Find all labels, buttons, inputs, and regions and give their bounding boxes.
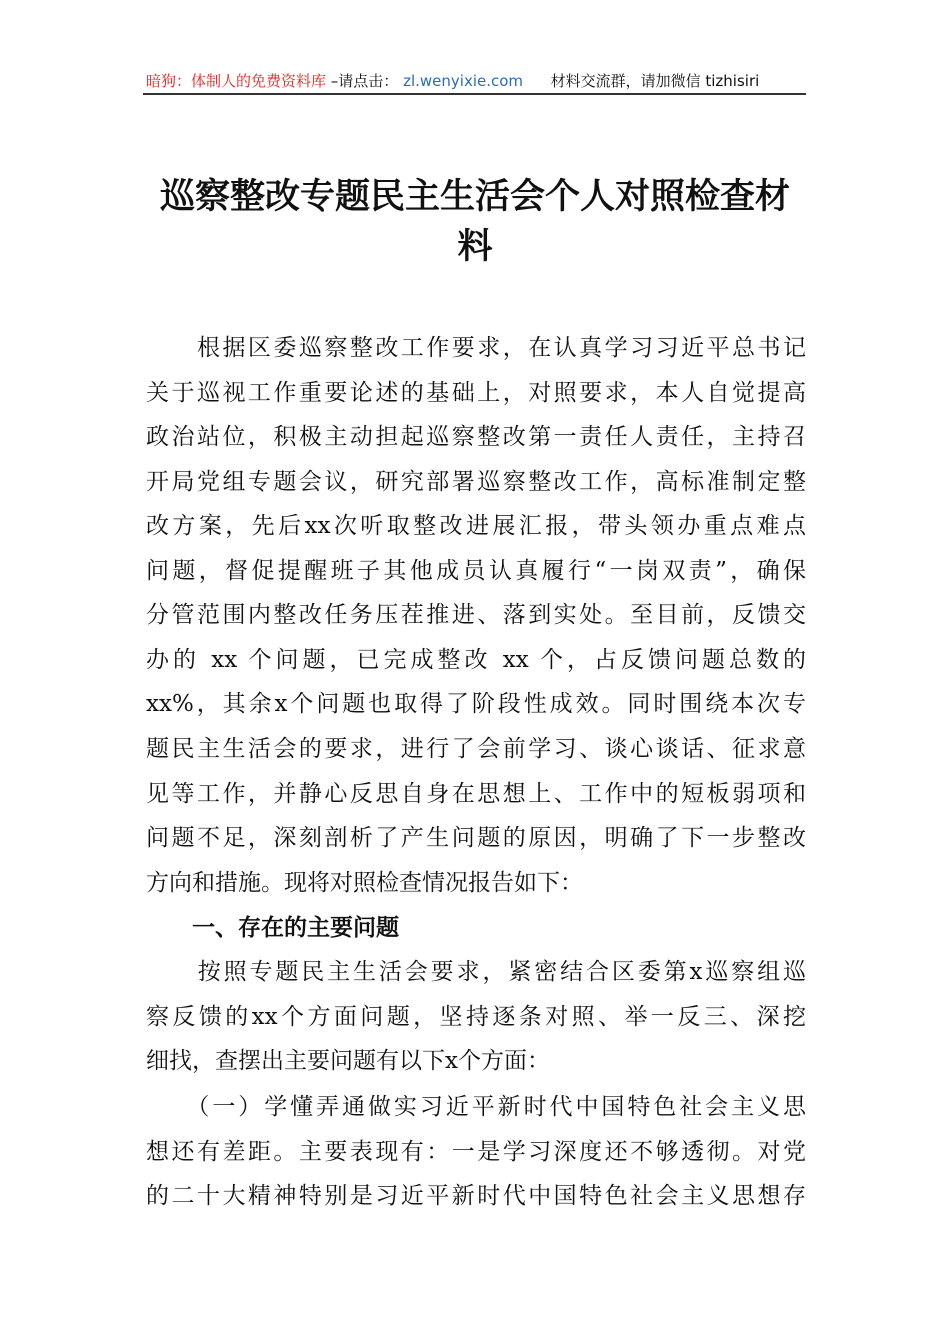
- header-link[interactable]: zl.wenyixie.com: [403, 72, 524, 90]
- text-line: 方向和措施。现将对照检查情况报告如下：: [146, 870, 583, 896]
- text-line: 分管范围内整改任务压茬推进、落到实处。至目前，反馈交: [146, 602, 806, 628]
- text-line: 察反馈的xx个方面问题，坚持逐条对照、举一反三、深挖: [146, 1004, 806, 1030]
- header-click-prompt: –请点击：: [330, 72, 399, 90]
- page-header: [146, 70, 806, 91]
- header-contact: 材料交流群，请加微信 tizhisiri: [550, 72, 760, 90]
- text-line: xx%，其余x个问题也取得了阶段性成效。同时围绕本次专: [146, 691, 806, 717]
- text-line: 政治站位，积极主动担起巡察整改第一责任人责任，主持召: [146, 424, 806, 450]
- text-line: 按照专题民主生活会要求，紧密结合区委第x巡察组巡: [146, 959, 806, 985]
- text-line: 改方案，先后xx次听取整改进展汇报，带头领办重点难点: [146, 513, 806, 539]
- text-line: 办的 xx 个问题，已完成整改 xx 个，占反馈问题总数的: [146, 647, 806, 673]
- text-line: 题民主生活会的要求，进行了会前学习、谈心谈话、征求意: [146, 736, 806, 762]
- text-line: 根据区委巡察整改工作要求，在认真学习习近平总书记: [146, 335, 806, 361]
- text-line: 关于巡视工作重要论述的基础上，对照要求，本人自觉提高: [146, 380, 806, 406]
- text-line: 问题不足，深刻剖析了产生问题的原因，明确了下一步整改: [146, 825, 806, 851]
- text-line: 见等工作，并静心反思自身在思想上、工作中的短板弱项和: [146, 781, 806, 807]
- text-line: （一）学懂弄通做实习近平新时代中国特色社会主义思: [146, 1094, 806, 1120]
- text-line: 的二十大精神特别是习近平新时代中国特色社会主义思想存: [146, 1183, 806, 1209]
- header-promo: 暗狗：体制人的免费资料库: [146, 72, 327, 90]
- title-line: 巡察整改专题民主生活会个人对照检查材: [159, 176, 790, 217]
- text-line: 细找，查摆出主要问题有以下x个方面：: [146, 1048, 550, 1074]
- document-title: [140, 172, 810, 272]
- text-line: 问题，督促提醒班子其他成员认真履行“一岗双责”，确保: [146, 558, 806, 584]
- text-line: 开局党组专题会议，研究部署巡察整改工作，高标准制定整: [146, 469, 806, 495]
- title-line: 料: [457, 226, 493, 267]
- text-line: 想还有差距。主要表现有：一是学习深度还不够透彻。对党: [146, 1139, 806, 1165]
- section-heading: 一、存在的主要问题: [146, 915, 399, 941]
- header-divider: [143, 93, 806, 95]
